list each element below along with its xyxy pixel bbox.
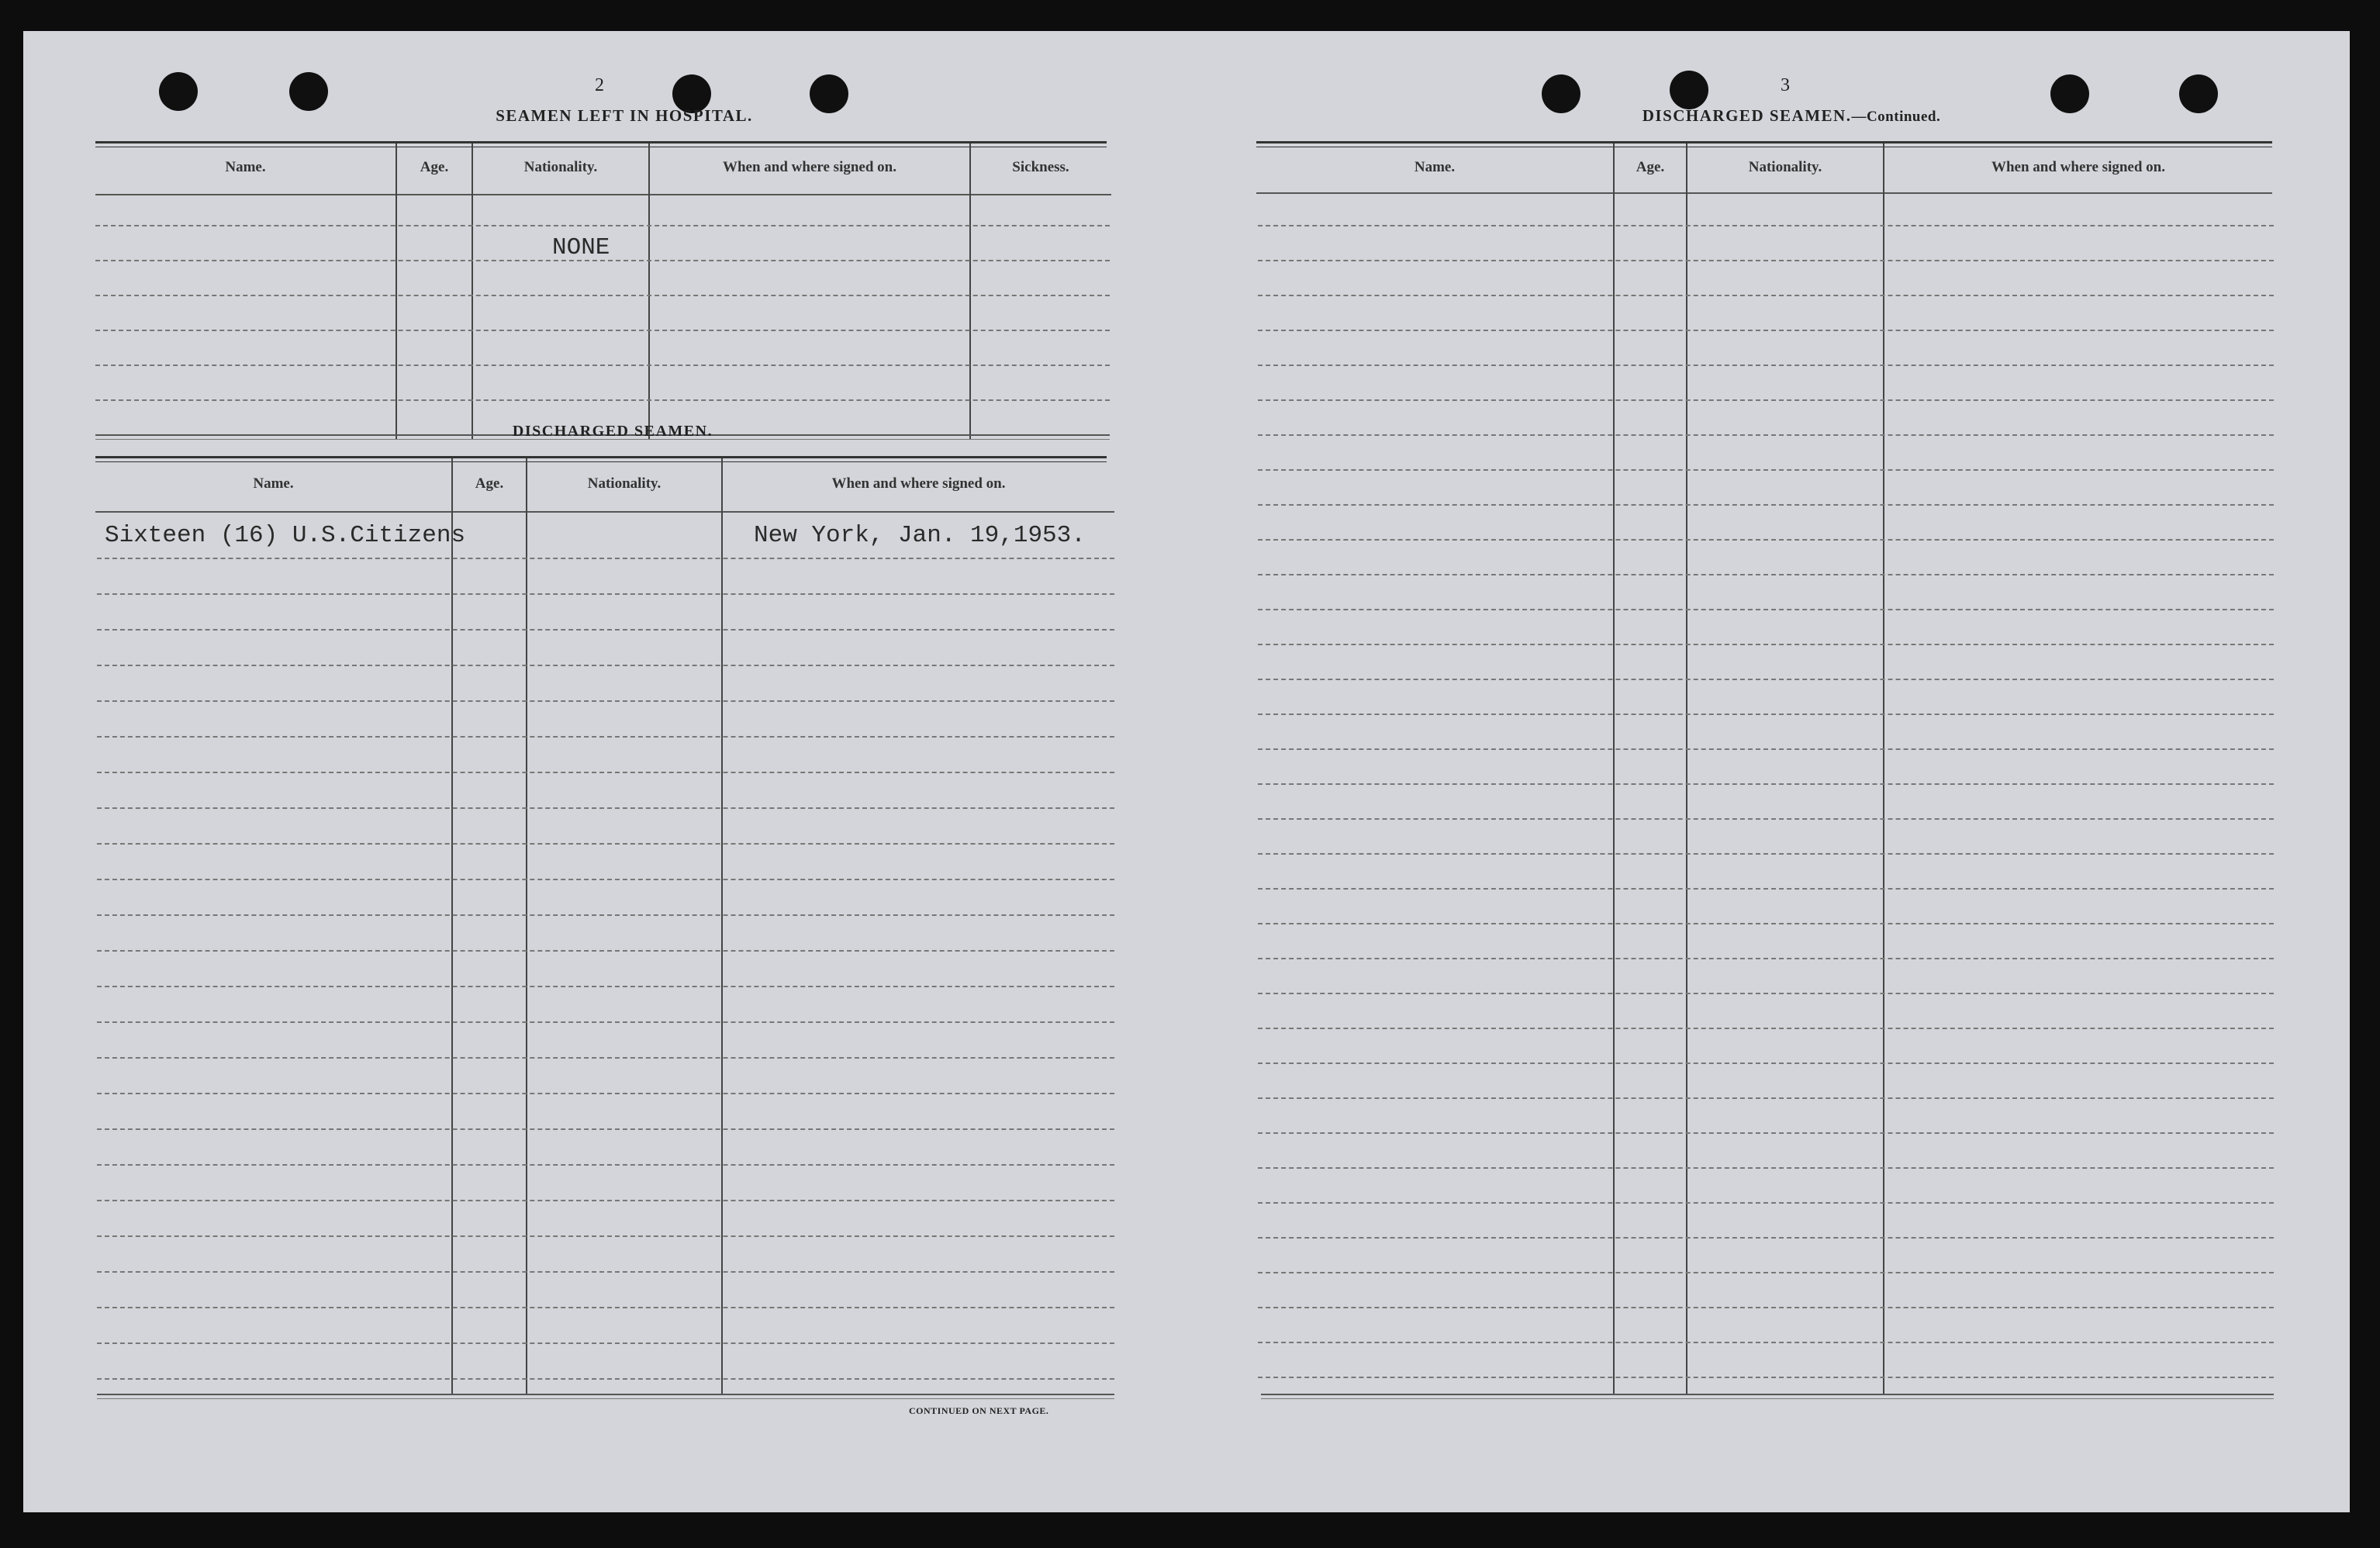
entry-rule xyxy=(1258,260,2274,261)
hospital-col-divider xyxy=(969,143,971,440)
entry-rule xyxy=(1258,1097,2274,1099)
entry-rule xyxy=(97,1093,1114,1094)
hospital-col-divider xyxy=(648,143,650,440)
discharged-col-divider xyxy=(721,458,723,1395)
hospital-col-divider xyxy=(396,143,397,440)
discharged-table-top-border xyxy=(95,461,1107,462)
entry-rule xyxy=(1258,993,2274,994)
ledger-sheet xyxy=(23,31,2350,1512)
entry-rule xyxy=(1258,923,2274,924)
discharged-section-title: DISCHARGED SEAMEN. xyxy=(512,423,713,440)
entry-rule xyxy=(1258,365,2274,366)
entry-rule xyxy=(1258,1307,2274,1308)
right-table-bottom-border xyxy=(1261,1398,2274,1399)
col-header-age: Age. xyxy=(420,159,449,175)
entry-rule xyxy=(97,1271,1114,1273)
col-header-signed-on: When and where signed on. xyxy=(831,475,1006,492)
entry-rule xyxy=(97,1378,1114,1380)
col-header-name: Name. xyxy=(225,159,266,175)
hospital-col-divider xyxy=(472,143,473,440)
discharged-row1-name: Sixteen (16) U.S.Citizens xyxy=(105,522,466,549)
entry-rule xyxy=(1258,574,2274,575)
continued-footer: CONTINUED ON NEXT PAGE. xyxy=(909,1405,1049,1416)
entry-rule xyxy=(97,843,1114,845)
col-header-age: Age. xyxy=(475,475,504,492)
col-header-nationality: Nationality. xyxy=(523,159,598,175)
punch-hole xyxy=(2050,74,2089,113)
entry-rule xyxy=(97,1200,1114,1201)
entry-rule xyxy=(97,1021,1114,1023)
entry-rule xyxy=(97,700,1114,702)
entry-rule xyxy=(95,365,1110,366)
entry-rule xyxy=(1258,539,2274,541)
entry-rule xyxy=(1258,1167,2274,1169)
entry-rule xyxy=(1258,225,2274,226)
hospital-entry-none: NONE xyxy=(552,234,610,261)
right-table-bottom-border xyxy=(1261,1394,2274,1395)
entry-rule xyxy=(1258,853,2274,855)
discharged-table-bottom-border xyxy=(97,1398,1114,1399)
entry-rule xyxy=(1258,1028,2274,1029)
discharged-col-divider xyxy=(451,458,453,1395)
discharged-table-bottom-border xyxy=(97,1394,1114,1395)
entry-rule xyxy=(1258,958,2274,959)
hospital-section-title: SEAMEN LEFT IN HOSPITAL. xyxy=(496,106,753,125)
entry-rule xyxy=(97,807,1114,809)
discharged-table-top-border xyxy=(95,456,1107,458)
entry-rule xyxy=(1258,644,2274,645)
entry-rule xyxy=(1258,399,2274,401)
col-header-signed-on: When and where signed on. xyxy=(1991,159,2165,175)
entry-rule xyxy=(1258,1202,2274,1204)
col-header-nationality: Nationality. xyxy=(1748,159,1822,175)
right-col-divider xyxy=(1613,143,1615,1395)
entry-rule xyxy=(1258,748,2274,750)
entry-rule xyxy=(1258,609,2274,610)
entry-rule xyxy=(95,330,1110,331)
entry-rule xyxy=(97,879,1114,880)
punch-hole xyxy=(1542,74,1580,113)
entry-rule xyxy=(95,295,1110,296)
page-number-right: 3 xyxy=(1781,75,1790,95)
right-page-title-text: DISCHARGED SEAMEN. xyxy=(1642,106,1852,125)
right-table-top-border xyxy=(1256,141,2272,143)
entry-rule xyxy=(97,736,1114,738)
entry-rule xyxy=(1258,679,2274,680)
discharged-row1-signed-on: New York, Jan. 19,1953. xyxy=(754,522,1086,549)
entry-rule xyxy=(97,593,1114,595)
entry-rule xyxy=(97,1057,1114,1059)
punch-hole xyxy=(810,74,848,113)
entry-rule xyxy=(97,558,1114,559)
entry-rule xyxy=(1258,1342,2274,1343)
entry-rule xyxy=(97,1307,1114,1308)
entry-rule xyxy=(1258,1377,2274,1378)
hospital-header-underline xyxy=(95,194,1111,195)
entry-rule xyxy=(1258,434,2274,436)
right-page-title xyxy=(1598,106,1985,126)
punch-hole xyxy=(159,72,198,111)
entry-rule xyxy=(1258,1132,2274,1134)
entry-rule xyxy=(1258,469,2274,471)
entry-rule xyxy=(1258,818,2274,820)
discharged-header-underline xyxy=(95,511,1114,513)
right-header-underline xyxy=(1256,192,2272,194)
entry-rule xyxy=(97,1235,1114,1237)
entry-rule xyxy=(1258,504,2274,506)
punch-hole xyxy=(1670,71,1708,109)
punch-hole xyxy=(2179,74,2218,113)
right-col-divider xyxy=(1883,143,1884,1395)
entry-rule xyxy=(97,950,1114,952)
entry-rule xyxy=(95,225,1110,226)
hospital-table-top-border xyxy=(95,141,1107,143)
discharged-col-divider xyxy=(526,458,527,1395)
entry-rule xyxy=(1258,1237,2274,1239)
entry-rule xyxy=(1258,714,2274,715)
entry-rule xyxy=(1258,1272,2274,1273)
col-header-age: Age. xyxy=(1636,159,1665,175)
entry-rule xyxy=(97,772,1114,773)
entry-rule xyxy=(97,1342,1114,1344)
entry-rule xyxy=(1258,295,2274,296)
col-header-nationality: Nationality. xyxy=(587,475,661,492)
entry-rule xyxy=(1258,888,2274,890)
entry-rule xyxy=(97,629,1114,631)
col-header-name: Name. xyxy=(253,475,294,492)
right-col-divider xyxy=(1686,143,1687,1395)
right-page-title-suffix: —Continued. xyxy=(1851,109,1941,125)
page-number-left: 2 xyxy=(595,75,604,95)
entry-rule xyxy=(1258,330,2274,331)
entry-rule xyxy=(1258,783,2274,785)
entry-rule xyxy=(95,399,1110,401)
entry-rule xyxy=(97,665,1114,666)
col-header-signed-on: When and where signed on. xyxy=(722,159,896,175)
entry-rule xyxy=(97,986,1114,987)
punch-hole xyxy=(289,72,328,111)
entry-rule xyxy=(1258,1063,2274,1064)
entry-rule xyxy=(97,1164,1114,1166)
col-header-sickness: Sickness. xyxy=(1012,159,1069,175)
entry-rule xyxy=(97,1128,1114,1130)
col-header-name: Name. xyxy=(1414,159,1456,175)
entry-rule xyxy=(97,914,1114,916)
